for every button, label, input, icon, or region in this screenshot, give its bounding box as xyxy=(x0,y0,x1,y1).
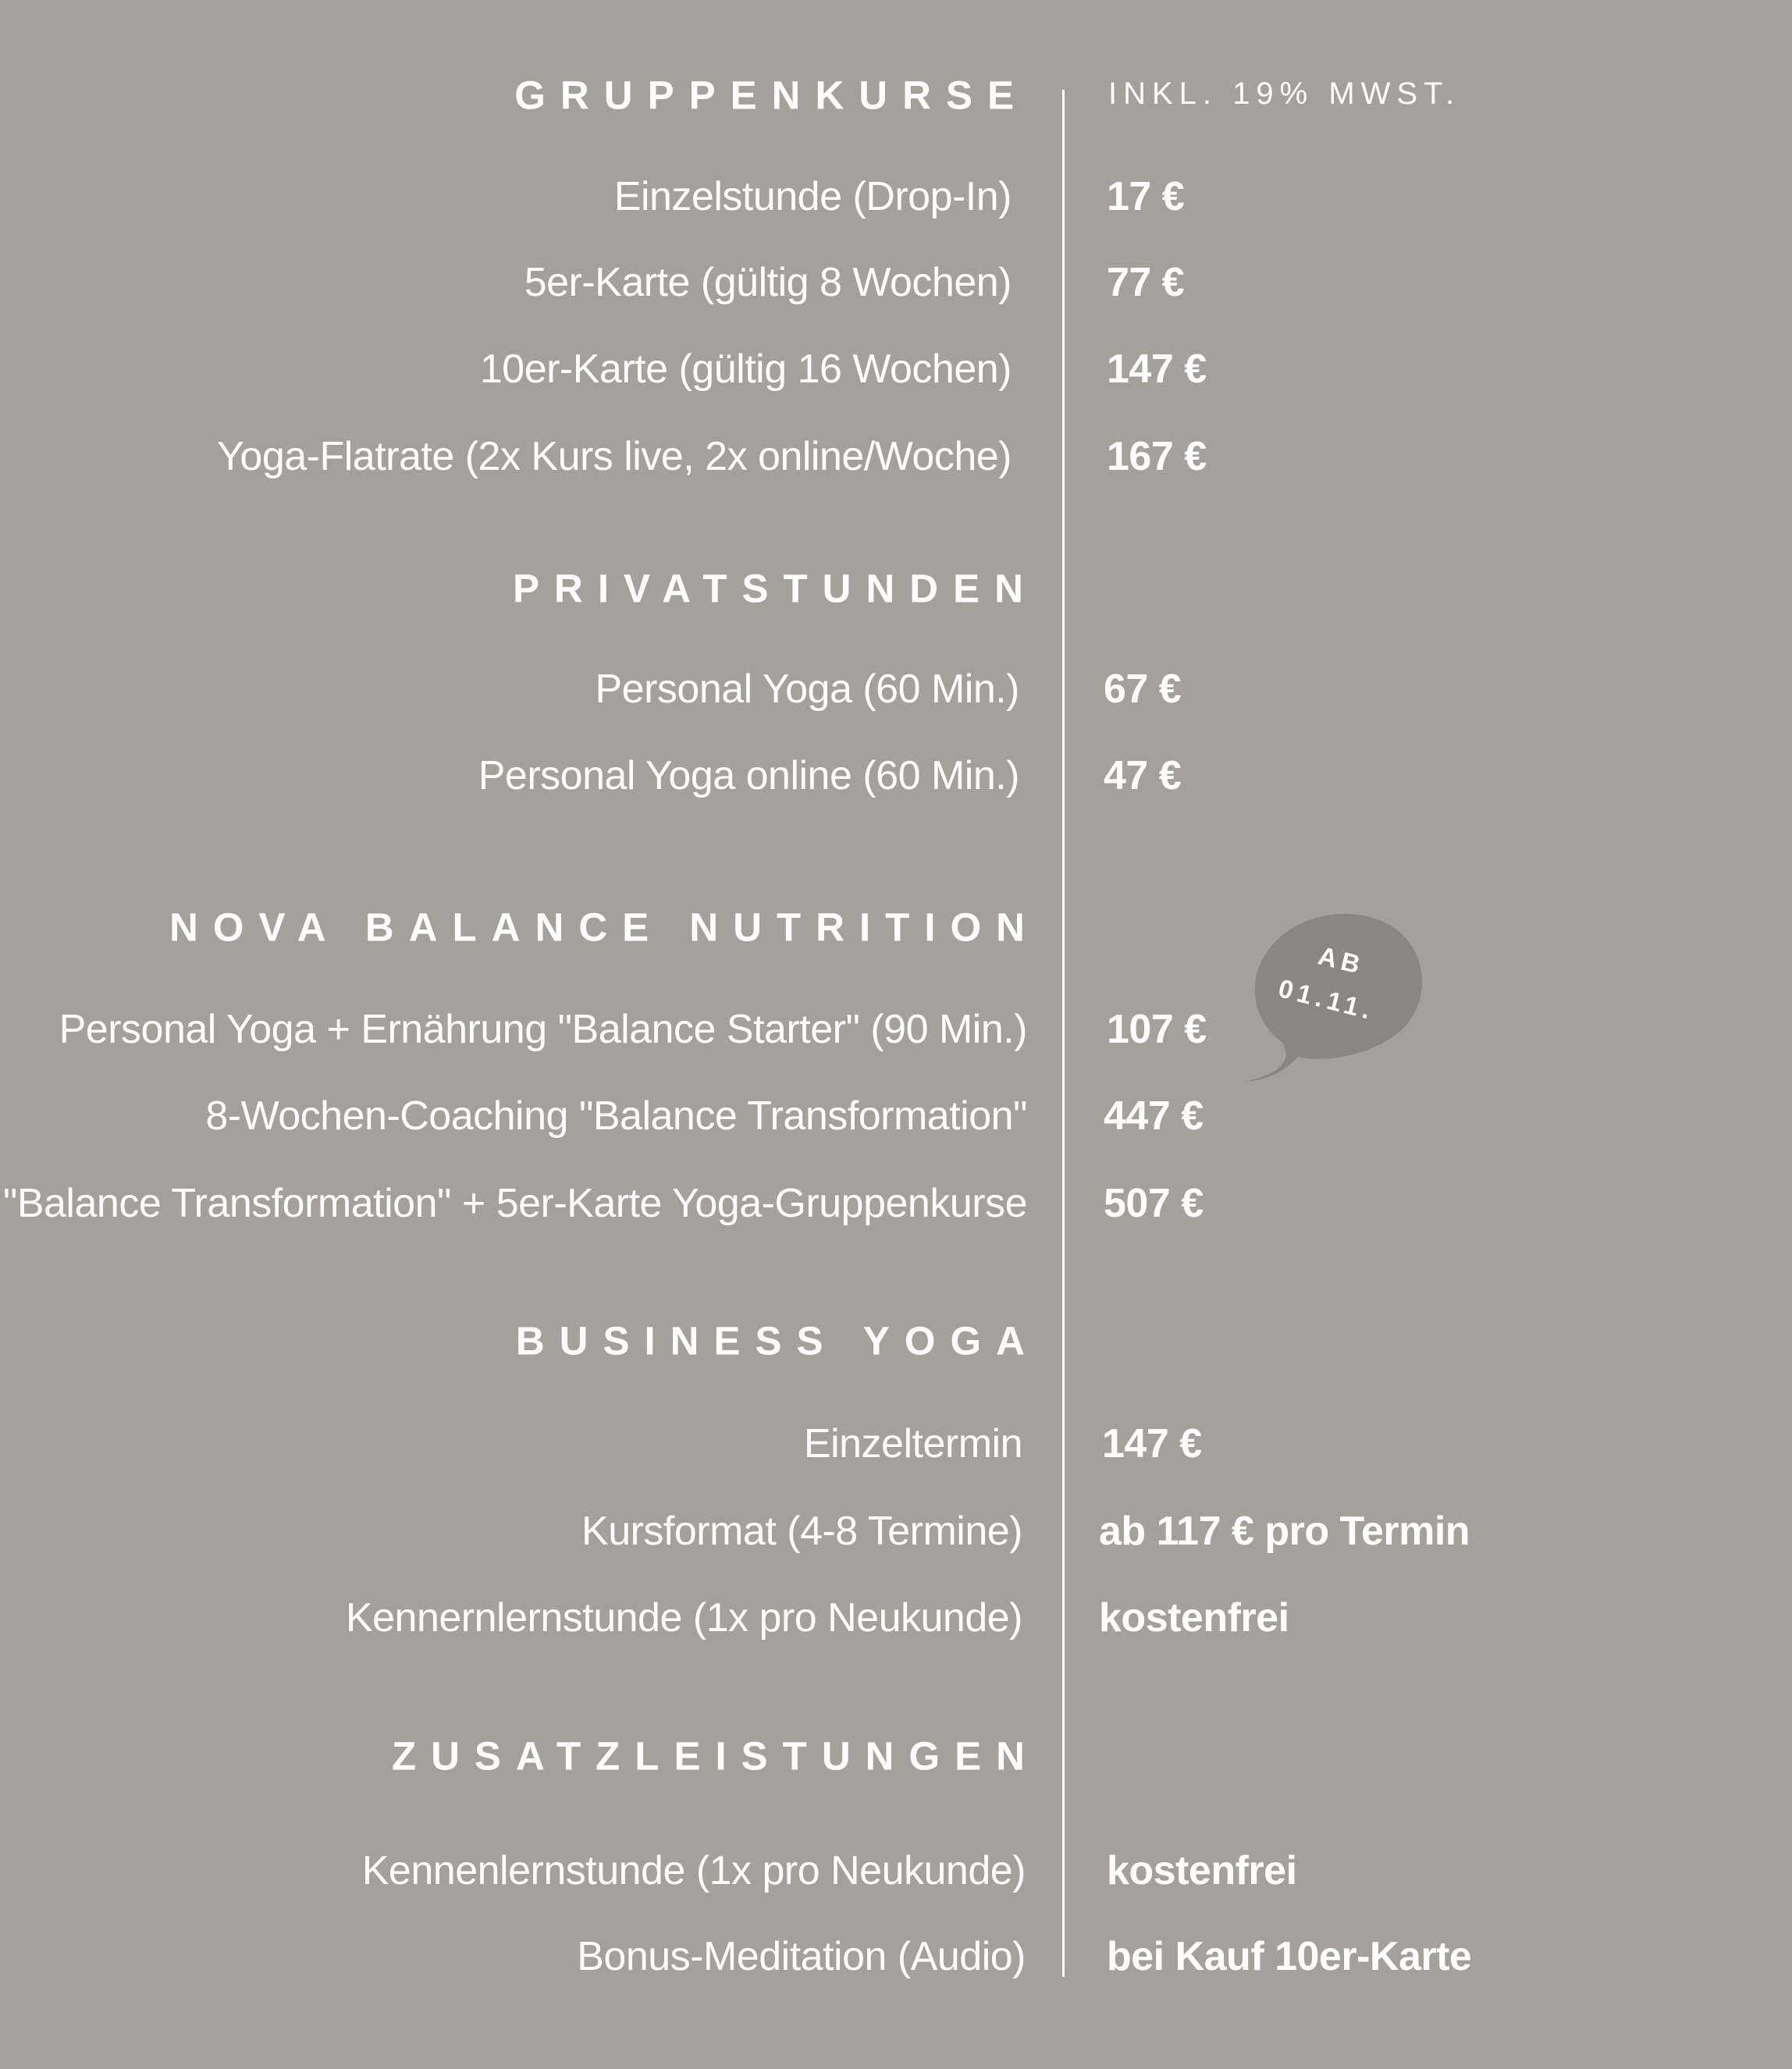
item-label: Einzeltermin xyxy=(803,1421,1022,1466)
badge-line-1: AB xyxy=(1315,940,1368,980)
section-title-business-yoga: BUSINESS YOGA xyxy=(515,1318,1040,1363)
item-price: ab 117 € pro Termin xyxy=(1099,1509,1470,1554)
item-price: 67 € xyxy=(1104,667,1182,712)
item-price: 147 € xyxy=(1102,1421,1202,1466)
item-label: Kennenlernstunde (1x pro Neukunde) xyxy=(361,1848,1026,1893)
item-price: kostenfrei xyxy=(1099,1595,1289,1641)
item-label: Personal Yoga online (60 Min.) xyxy=(478,753,1019,798)
column-divider xyxy=(1062,90,1065,1977)
item-price: 447 € xyxy=(1104,1093,1204,1139)
item-label: 5er-Karte (gültig 8 Wochen) xyxy=(524,260,1012,305)
item-label: Kursformat (4-8 Termine) xyxy=(581,1509,1022,1554)
item-price: bei Kauf 10er-Karte xyxy=(1107,1934,1472,1979)
item-price: 147 € xyxy=(1107,347,1207,392)
badge-line-2: 01.11. xyxy=(1275,973,1378,1026)
item-price: 107 € xyxy=(1107,1007,1207,1052)
item-label: 10er-Karte (gültig 16 Wochen) xyxy=(479,347,1012,392)
item-label: Personal Yoga + Ernährung "Balance Starter" (90 Min.) xyxy=(59,1007,1027,1052)
item-label: Personal Yoga (60 Min.) xyxy=(595,667,1019,712)
section-title-privatstunden: PRIVATSTUNDEN xyxy=(513,566,1038,611)
item-label: Yoga-Flatrate (2x Kurs live, 2x online/Woche) xyxy=(216,434,1012,479)
item-price: 77 € xyxy=(1107,260,1185,305)
vat-note: INKL. 19% MWST. xyxy=(1108,76,1461,111)
item-price: 17 € xyxy=(1107,174,1185,219)
item-label: Bonus-Meditation (Audio) xyxy=(577,1934,1026,1979)
item-price: 507 € xyxy=(1104,1181,1204,1226)
item-price: 47 € xyxy=(1104,753,1182,798)
item-label: "Balance Transformation" + 5er-Karte Yoga-Gruppenkurse xyxy=(2,1181,1027,1226)
section-title-nova-balance-nutrition: NOVA BALANCE NUTRITION xyxy=(169,905,1040,950)
section-title-zusatzleistungen: ZUSATZLEISTUNGEN xyxy=(391,1733,1040,1779)
speech-bubble-badge xyxy=(1237,904,1426,1083)
item-label: Kennernlernstunde (1x pro Neukunde) xyxy=(345,1595,1022,1641)
item-label: 8-Wochen-Coaching "Balance Transformation" xyxy=(205,1093,1027,1139)
item-price: kostenfrei xyxy=(1107,1848,1297,1893)
section-title-gruppenkurse: GRUPPENKURSE xyxy=(514,73,1029,118)
item-price: 167 € xyxy=(1107,434,1207,479)
item-label: Einzelstunde (Drop-In) xyxy=(613,174,1012,219)
